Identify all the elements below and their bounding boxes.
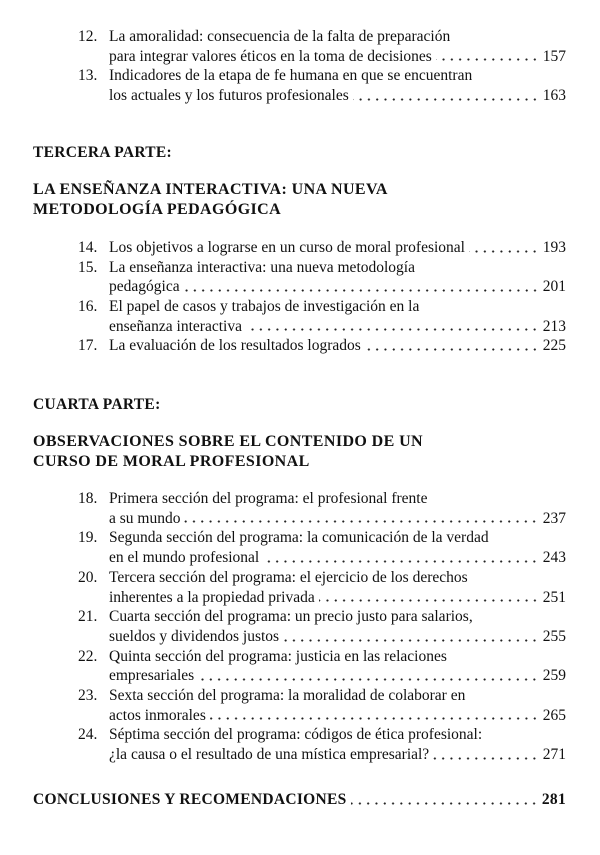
- entry-text: Indicadores de la etapa de fe humana en que se encuentran: [109, 67, 473, 85]
- entry-text: actos inmorales: [109, 706, 206, 724]
- entry-line: [109, 258, 566, 278]
- dot-leader: [283, 639, 539, 642]
- entry-line: [109, 607, 566, 627]
- entry-line: [109, 317, 566, 337]
- entry-number: 14.: [78, 238, 98, 256]
- entry-line: [109, 277, 566, 297]
- entry-body: [109, 27, 566, 66]
- entry-line: [109, 509, 566, 529]
- entry-line: [109, 66, 566, 86]
- entry-text: inherentes a la propiedad privada: [109, 588, 315, 606]
- dot-leader: [469, 250, 539, 253]
- entry-text: La amoralidad: consecuencia de la falta de preparación: [109, 28, 451, 45]
- entry-body: [109, 686, 566, 725]
- entry-text: empresariales: [109, 667, 195, 685]
- page-number: 259: [542, 667, 566, 685]
- entry-text: para integrar valores éticos en la toma de decisiones: [109, 47, 432, 65]
- page-number: 157: [542, 47, 566, 65]
- entry-line: [109, 686, 566, 706]
- toc-entry: [0, 66, 600, 105]
- entry-line: [109, 27, 566, 47]
- entry-number: 24.: [78, 726, 98, 744]
- entry-number: 18.: [78, 490, 98, 508]
- entry-line: [109, 647, 566, 667]
- entry-body: [109, 489, 566, 528]
- dot-leader: [351, 802, 538, 805]
- toc-entry: [0, 27, 600, 66]
- entry-number: 23.: [78, 687, 98, 705]
- entry-line: [109, 588, 566, 608]
- page-number: 193: [542, 238, 566, 256]
- toc-entry: [0, 725, 600, 764]
- entry-body: [109, 647, 566, 686]
- entry-text: Primera sección del programa: el profesional frente: [109, 490, 428, 508]
- part-title-tercera: TERCERA PARTE:: [33, 143, 173, 161]
- entries-group-cuarta: [0, 489, 600, 765]
- entry-body: [109, 238, 566, 258]
- entry-number: 21.: [78, 608, 98, 626]
- entry-number: 12.: [78, 28, 98, 45]
- entries-group-tercera: [0, 238, 600, 356]
- entry-line: [109, 86, 566, 106]
- heading-line: CURSO DE MORAL PROFESIONAL: [33, 453, 310, 471]
- entry-number: 20.: [78, 568, 98, 586]
- entry-number: 17.: [78, 337, 98, 355]
- entry-text: los actuales y los futuros profesionales: [109, 87, 349, 105]
- entry-title: CONCLUSIONES Y RECOMENDACIONES: [33, 790, 347, 808]
- entry-line: [109, 336, 566, 356]
- dot-leader: [365, 348, 539, 351]
- entry-body: [109, 336, 566, 356]
- entry-line: [109, 47, 566, 67]
- entry-body: [109, 568, 566, 607]
- page-number: 251: [542, 588, 566, 606]
- heading-line: LA ENSEÑANZA INTERACTIVA: UNA NUEVA: [33, 180, 388, 198]
- entry-line: [109, 568, 566, 588]
- entry-text: La evaluación de los resultados logrados: [109, 337, 361, 355]
- dot-leader: [353, 98, 539, 101]
- dot-leader: [246, 328, 539, 331]
- section-heading-tercera: [0, 180, 600, 220]
- toc-entry: [0, 489, 600, 528]
- entry-text: Tercera sección del programa: el ejercicio de los derechos: [109, 568, 468, 586]
- dot-leader: [319, 599, 539, 602]
- entry-number: 13.: [78, 67, 98, 85]
- entry-line: [109, 666, 566, 686]
- entry-number: 19.: [78, 529, 98, 547]
- entry-number: 16.: [78, 297, 98, 315]
- table-of-contents: [0, 27, 600, 810]
- toc-entry: [0, 528, 600, 567]
- entry-number: 22.: [78, 647, 98, 665]
- entry-text: Sexta sección del programa: la moralidad de colaborar en: [109, 687, 466, 705]
- page-number: 271: [542, 746, 566, 764]
- dot-leader: [184, 520, 538, 523]
- entry-line: [109, 528, 566, 548]
- entries-group-first: [0, 27, 600, 106]
- entry-line: [109, 745, 566, 765]
- toc-entry: [0, 297, 600, 336]
- heading-line: METODOLOGÍA PEDAGÓGICA: [33, 200, 282, 218]
- entry-text: Cuarta sección del programa: un precio justo para salarios,: [109, 608, 473, 626]
- entry-text: a su mundo: [109, 509, 181, 527]
- heading-line: OBSERVACIONES SOBRE EL CONTENIDO DE UN: [33, 433, 423, 451]
- page-number: 237: [542, 509, 566, 527]
- page-number: 201: [542, 278, 566, 296]
- page-number: 281: [541, 790, 566, 808]
- entry-line: [109, 297, 566, 317]
- dot-leader: [198, 678, 539, 681]
- page-number: 213: [542, 317, 566, 335]
- page-number: 265: [542, 706, 566, 724]
- entry-body: [109, 66, 566, 105]
- entry-line: [109, 706, 566, 726]
- toc-entry: [0, 607, 600, 646]
- entry-text: pedagógica: [109, 278, 180, 296]
- entry-text: Séptima sección del programa: códigos de ética profesional:: [109, 726, 483, 744]
- page-number: 225: [542, 337, 566, 355]
- entry-body: [109, 258, 566, 297]
- toc-entry: [0, 258, 600, 297]
- conclusiones-entry: [33, 790, 566, 810]
- entry-line: [109, 548, 566, 568]
- entry-text: sueldos y dividendos justos: [109, 627, 280, 645]
- section-heading-cuarta: [0, 432, 600, 472]
- toc-entry: [0, 686, 600, 725]
- entry-text: Quinta sección del programa: justicia en las relaciones: [109, 647, 447, 665]
- entry-text: El papel de casos y trabajos de investigación en la: [109, 297, 420, 315]
- page-number: 243: [542, 549, 566, 567]
- dot-leader: [184, 289, 539, 292]
- dot-leader: [433, 757, 539, 760]
- toc-entry: [0, 647, 600, 686]
- entry-line: [109, 238, 566, 258]
- dot-leader: [263, 560, 539, 563]
- page-number: 163: [542, 87, 566, 105]
- entry-number: 15.: [78, 258, 98, 276]
- entry-text: Los objetivos a lograrse en un curso de moral profesional: [109, 238, 465, 256]
- entry-body: [109, 297, 566, 336]
- toc-entry: [0, 238, 600, 258]
- entry-text: ¿la causa o el resultado de una mística empresarial?: [109, 746, 430, 764]
- entry-text: enseñanza interactiva: [109, 317, 242, 335]
- entry-body: [109, 725, 566, 764]
- toc-entry: [0, 336, 600, 356]
- dot-leader: [436, 58, 539, 61]
- entry-text: La enseñanza interactiva: una nueva metodología: [109, 258, 415, 276]
- entry-body: [109, 528, 566, 567]
- entry-line: [109, 489, 566, 509]
- dot-leader: [210, 717, 539, 720]
- entry-body: [109, 607, 566, 646]
- entry-line: [109, 627, 566, 647]
- page-number: 255: [542, 627, 566, 645]
- entry-text: en el mundo profesional: [109, 549, 260, 567]
- entry-text: Segunda sección del programa: la comunicación de la verdad: [109, 529, 489, 547]
- entry-line: [109, 725, 566, 745]
- toc-entry: [0, 568, 600, 607]
- part-title-cuarta: CUARTA PARTE:: [33, 396, 161, 414]
